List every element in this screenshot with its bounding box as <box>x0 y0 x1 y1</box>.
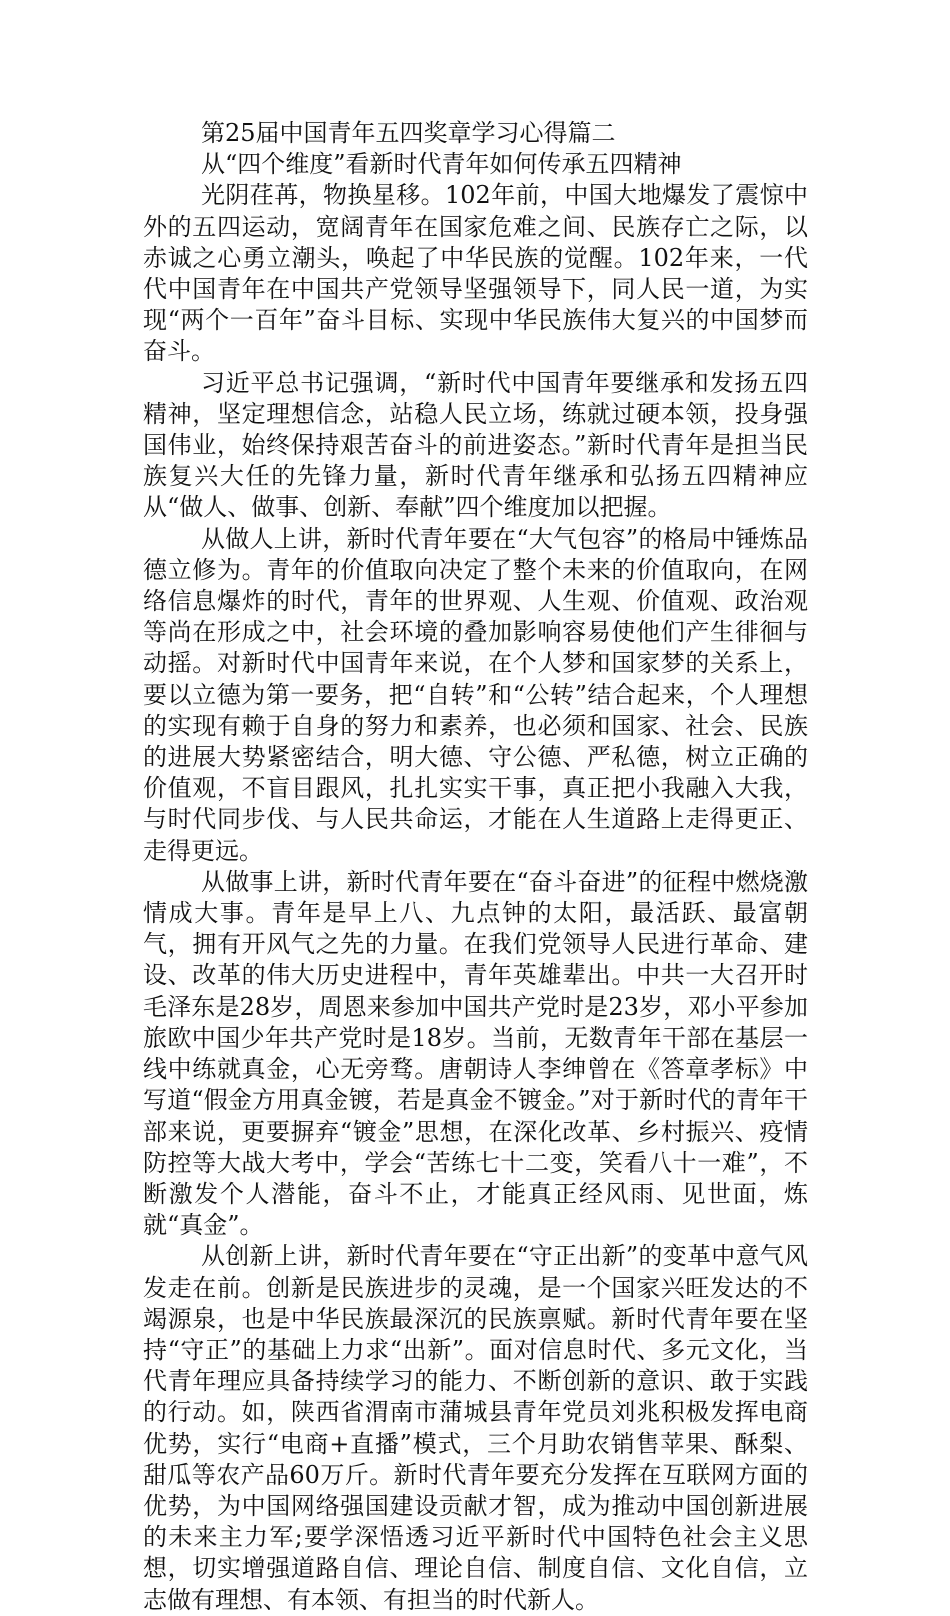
paragraph-intro: 光阴荏苒，物换星移。102年前，中国大地爆发了震惊中外的五四运动，宽阔青年在国家危难之间、民族存亡之际，以赤诚之心勇立潮头，唤起了中华民族的觉醒。102年来，一代代中国青年在中国共产党领导坚强领导下，同人民一道，为实现“两个一百年”奋斗目标、实现中华民族伟大复兴的中国梦而奋斗。 <box>143 181 808 366</box>
paragraph-innovation: 从创新上讲，新时代青年要在“守正出新”的变革中意气风发走在前。创新是民族进步的灵魂，是一个国家兴旺发达的不竭源泉，也是中华民族最深沉的民族禀赋。新时代青年要在坚持“守正”的基础上力求“出新”。面对信息时代、多元文化，当代青年理应具备持续学习的能力、不断创新的意识、敢于实践的行动。如，陕西省渭南市蒲城县青年党员刘兆积极发挥电商优势，实行“电商+直播”模式，三个月助农销售苹果、酥梨、甜瓜等农产品60万斤。新时代青年要充分发挥在互联网方面的优势，为中国网络强国建设贡献才智，成为推动中国创新进展的未来主力军;要学深悟透习近平新时代中国特色社会主义思想，切实增强道路自信、理论自信、制度自信、文化自信，立志做有理想、有本领、有担当的时代新人。 <box>143 1242 808 1614</box>
paragraph-deeds: 从做事上讲，新时代青年要在“奋斗奋进”的征程中燃烧激情成大事。青年是早上八、九点钟的太阳，最活跃、最富朝气，拥有开风气之先的力量。在我们党领导人民进行革命、建设、改革的伟大历史进程中，青年英雄辈出。中共一大召开时毛泽东是28岁，周恩来参加中国共产党时是23岁，邓小平参加旅欧中国少年共产党时是18岁。当前，无数青年干部在基层一线中练就真金，心无旁骛。唐朝诗人李绅曾在《答章孝标》中写道“假金方用真金镀，若是真金不镀金。”对于新时代的青年干部来说，更要摒弃“镀金”思想，在深化改革、乡村振兴、疫情防控等大战大考中，学会“苦练七十二变，笑看八十一难”，不断激发个人潜能，奋斗不止，才能真正经风雨、见世面，炼就“真金”。 <box>143 867 808 1240</box>
document-title: 第25届中国青年五四奖章学习心得篇二 <box>201 119 616 147</box>
paragraph-quote: 习近平总书记强调，“新时代中国青年要继承和发扬五四精神，坚定理想信念，站稳人民立场，练就过硬本领，投身强国伟业，始终保持艰苦奋斗的前进姿态。”新时代青年是担当民族复兴大任的先锋力量，新时代青年继承和弘扬五四精神应从“做人、做事、创新、奉献”四个维度加以把握。 <box>143 368 808 522</box>
paragraph-character: 从做人上讲，新时代青年要在“大气包容”的格局中锤炼品德立修为。青年的价值取向决定了整个未来的价值取向，在网络信息爆炸的时代，青年的世界观、人生观、价值观、政治观等尚在形成之中，社会环境的叠加影响容易使他们产生徘徊与动摇。对新时代中国青年来说，在个人梦和国家梦的关系上，要以立德为第一要务，把“自转”和“公转”结合起来，个人理想的实现有赖于自身的努力和素养，也必须和国家、社会、民族的进展大势紧密结合，明大德、守公德、严私德，树立正确的价值观，不盲目跟风，扎扎实实干事，真正把小我融入大我，与时代同步伐、与人民共命运，才能在人生道路上走得更正、走得更远。 <box>143 524 808 865</box>
document-body <box>143 118 808 1616</box>
document-subtitle: 从“四个维度”看新时代青年如何传承五四精神 <box>201 150 682 179</box>
